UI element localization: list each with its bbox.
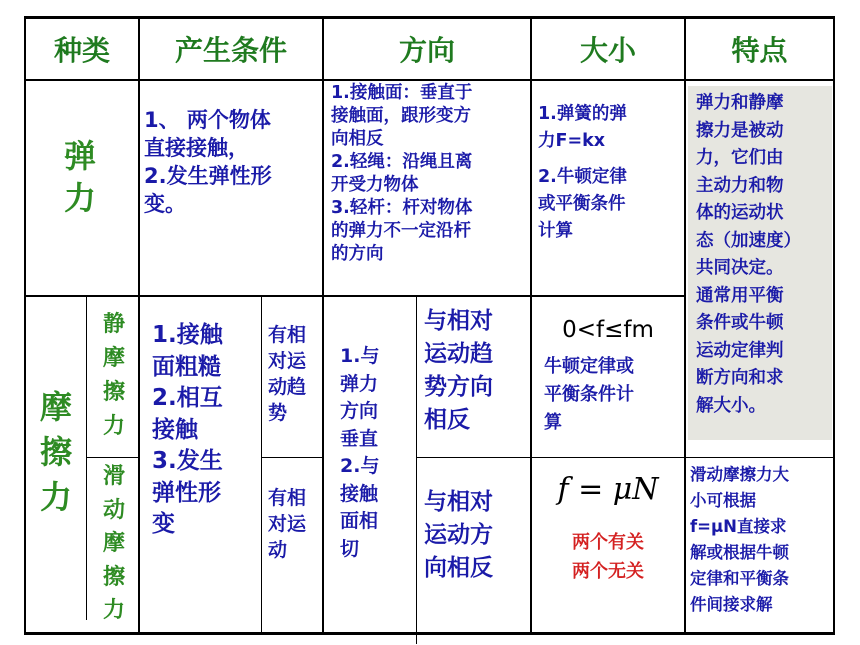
static-sliding-divider-dir [416, 457, 686, 458]
static-friction-condition: 有相 对运 动趋 势 [268, 324, 307, 424]
elastic-direction: 1.接触面：垂直于 接触面，跟形变方 向相反 2.轻绳：沿绳且离 开受力物体 3.轻杆：杆对物体 的弹力不一定沿杆 的方向 [331, 83, 473, 264]
static-friction-calc: 牛顿定律或 平衡条件计 算 [544, 356, 634, 433]
header-type: 种类 [53, 34, 110, 67]
static-friction-label: 静 摩 擦 力 [102, 312, 125, 439]
feature-divider [686, 457, 833, 458]
static-friction-range: 0<f≤fm [562, 317, 654, 343]
shared-feature-note: 弹力和静摩 擦力是被动 力，它们由 主动力和物 体的运动状 态（加速度） 共同决定。 通常用平衡 条件或牛顿 运动定律判 断方向和求 解大小。 [688, 86, 832, 440]
header-magnitude: 大小 [579, 34, 636, 67]
col-divider-4 [684, 16, 686, 635]
sliding-friction-condition: 有相 对运 动 [268, 487, 307, 561]
header-feature: 特点 [731, 34, 788, 67]
condition-subdivider [261, 296, 262, 634]
footer-tick [416, 634, 417, 644]
friction-condition-main: 1.接触 面粗糙 2.相互 接触 3.发生 弹性形 变 [152, 322, 223, 537]
sliding-friction-formula: f = μN [557, 472, 659, 507]
sliding-friction-related: 两个有关 两个无关 [572, 532, 644, 582]
sliding-friction-direction: 与相对 运动方 向相反 [424, 489, 493, 581]
table-border-row1-bottom [24, 295, 686, 297]
elastic-type-label: 弹 力 [63, 137, 96, 217]
col-divider-2 [322, 16, 324, 635]
static-sliding-divider-cond [261, 457, 322, 458]
table-border-header-bottom [24, 79, 835, 81]
header-condition: 产生条件 [174, 34, 287, 67]
elastic-magnitude-newton: 2.牛顿定律 或平衡条件 计算 [538, 167, 627, 241]
friction-direction-common: 1.与 弹力 方向 垂直 2.与 接触 面相 切 [340, 345, 380, 560]
table-border-left [24, 16, 26, 635]
direction-subdivider [416, 296, 417, 634]
header-direction: 方向 [398, 34, 455, 67]
friction-type-label: 摩 擦 力 [39, 388, 72, 516]
elastic-magnitude-spring: 1.弹簧的弹 力F=kx [538, 104, 627, 151]
sliding-friction-label: 滑 动 摩 擦 力 [102, 464, 125, 623]
static-friction-direction: 与相对 运动趋 势方向 相反 [424, 308, 493, 433]
subtype-divider [86, 296, 87, 620]
col-divider-1 [138, 16, 140, 635]
sliding-friction-feature: 滑动摩擦力大 小可根据 f=μN直接求 解或根据牛顿 定律和平衡条 件间接求解 [690, 465, 789, 614]
elastic-condition: 1、 两个物体 直接接触， 2.发生弹性形 变。 [144, 108, 272, 216]
